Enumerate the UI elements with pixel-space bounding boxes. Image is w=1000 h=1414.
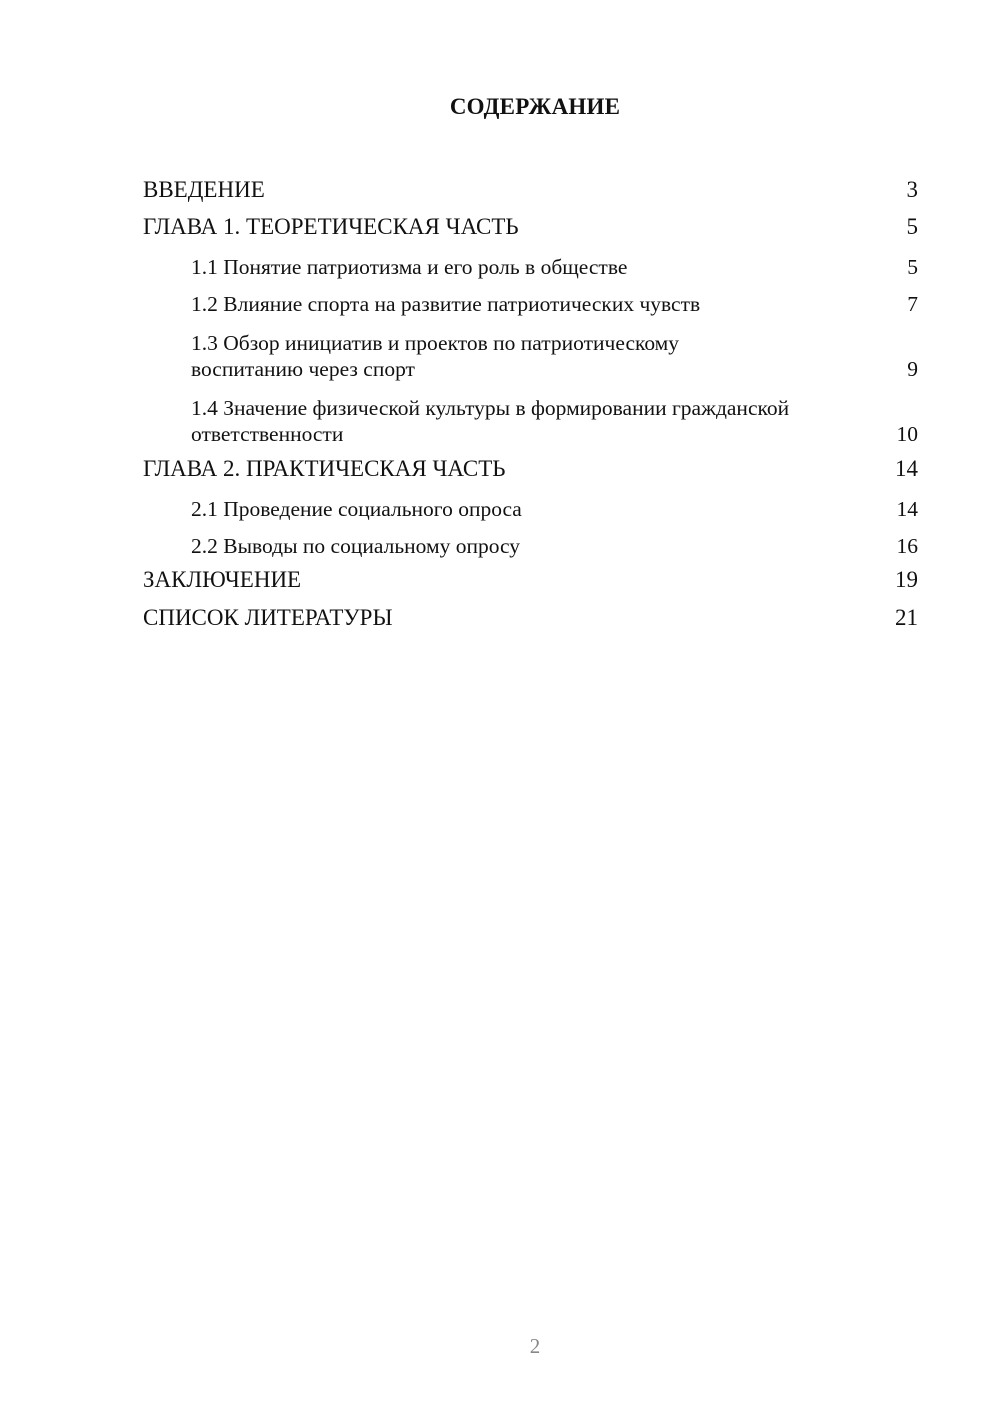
toc-entry-page: 5 (907, 255, 918, 279)
toc-entry-text: 2.1 Проведение социального опроса (191, 496, 522, 521)
toc-entry-section-2-2[interactable] (143, 522, 918, 559)
toc-entry-text: ГЛАВА 2. ПРАКТИЧЕСКАЯ ЧАСТЬ (143, 455, 506, 481)
toc-entry-text: СПИСОК ЛИТЕРАТУРЫ (143, 604, 393, 630)
toc-title: СОДЕРЖАНИЕ (449, 94, 621, 119)
toc-entry-text: ЗАКЛЮЧЕНИЕ (143, 567, 302, 592)
toc-entry-section-1-3[interactable] (143, 317, 918, 382)
page-number: 2 (529, 1334, 541, 1358)
toc-entry-chapter-2[interactable] (143, 447, 918, 485)
toc-entry-page: 14 (896, 496, 918, 521)
toc-entry-text: 1.3 Обзор инициатив и проектов по патриотическому воспитанию через спорт (191, 331, 680, 381)
toc-entry-page: 21 (895, 604, 918, 630)
toc-entry-text: ГЛАВА 1. ТЕОРЕТИЧЕСКАЯ ЧАСТЬ (143, 214, 519, 239)
toc-entry-page: 16 (896, 533, 918, 558)
toc-entry-chapter-1[interactable] (143, 206, 918, 244)
toc-entry-page: 7 (907, 292, 918, 316)
toc-entry-page: 3 (906, 176, 918, 202)
toc-entry-text: 2.2 Выводы по социальному опросу (191, 533, 521, 558)
toc-entry-conclusion[interactable] (143, 559, 918, 597)
toc-entry-bibliography[interactable] (143, 596, 918, 634)
toc-entry-text: 1.1 Понятие патриотизма и его роль в обществе (191, 255, 628, 279)
toc-entry-text: 1.2 Влияние спорта на развитие патриотических чувств (191, 292, 701, 316)
toc-entry-section-2-1[interactable] (143, 485, 918, 522)
table-of-contents (143, 168, 918, 634)
toc-entry-section-1-4[interactable] (143, 382, 918, 447)
toc-entry-section-1-2[interactable] (143, 280, 918, 317)
toc-entry-text: 1.4 Значение физической культуры в формировании гражданской ответственности (191, 396, 790, 446)
toc-entry-text: ВВЕДЕНИЕ (143, 176, 265, 202)
toc-entry-page: 5 (906, 214, 918, 239)
toc-entry-page: 19 (895, 567, 918, 592)
toc-entry-page: 14 (895, 455, 918, 481)
toc-entry-page: 9 (907, 357, 918, 381)
toc-entry-page: 10 (896, 422, 918, 446)
toc-entry-introduction[interactable] (143, 168, 918, 206)
toc-entry-section-1-1[interactable] (143, 243, 918, 280)
